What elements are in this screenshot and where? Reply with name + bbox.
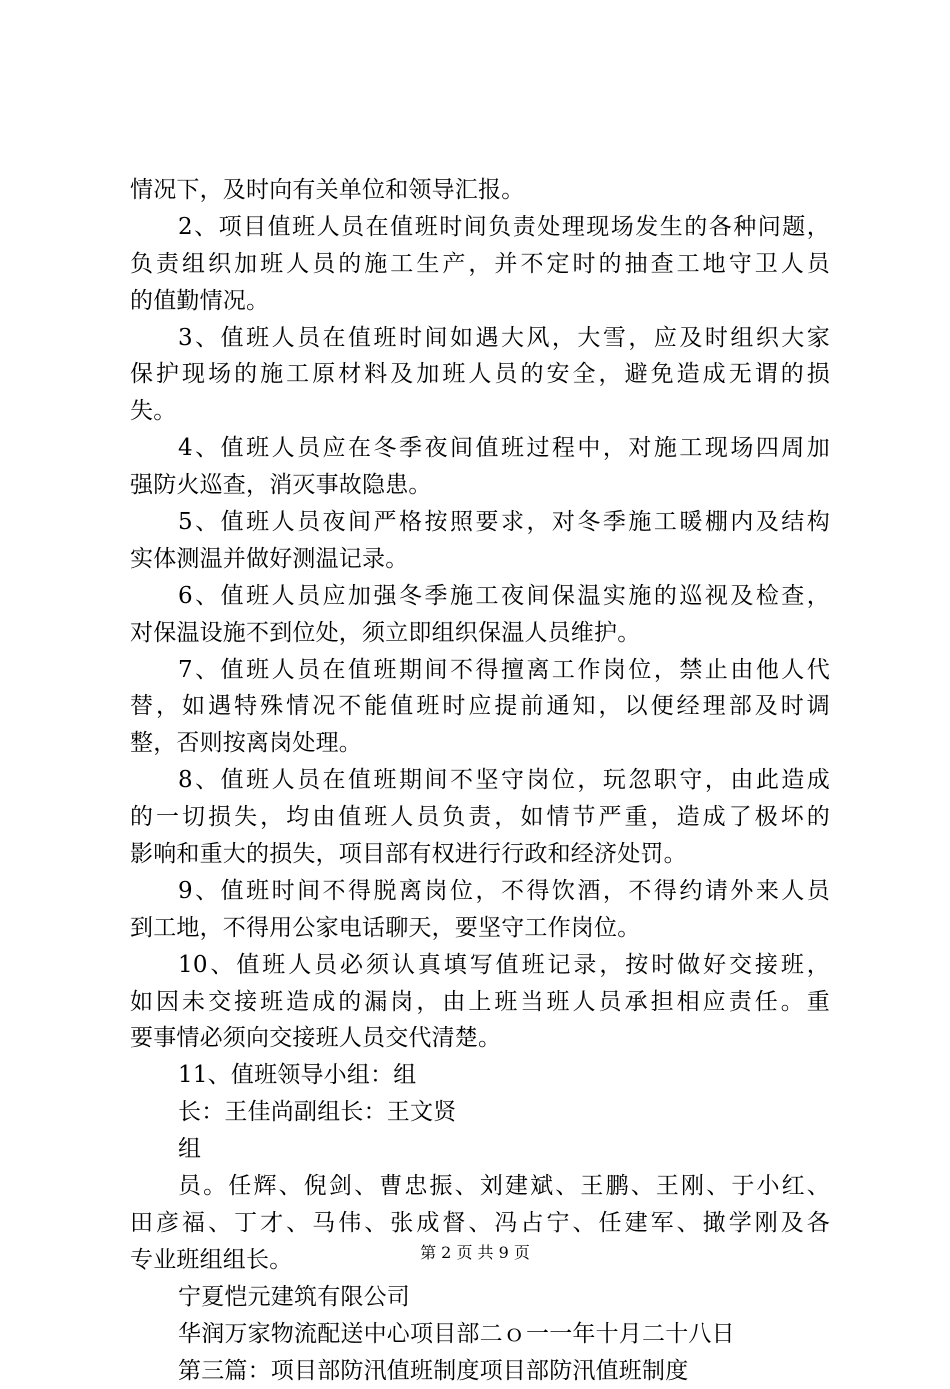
text-line: 4、值班人员应在冬季夜间值班过程中，对施工现场四周加 — [130, 430, 830, 467]
text-line: 对保温设施不到位处，须立即组织保温人员维护。 — [130, 615, 830, 652]
text-line: 长：王佳尚副组长：王文贤 — [130, 1094, 830, 1131]
text-line: 3、值班人员在值班时间如遇大风，大雪，应及时组织大家 — [130, 320, 830, 357]
text-line: 11、值班领导小组：组 — [130, 1057, 830, 1094]
text-line: 组 — [130, 1131, 830, 1168]
text-line: 5、值班人员夜间严格按照要求，对冬季施工暖棚内及结构 — [130, 504, 830, 541]
text-line: 员。任辉、倪剑、曹忠振、刘建斌、王鹏、王刚、于小红、 — [130, 1168, 830, 1205]
text-line: 要事情必须向交接班人员交代清楚。 — [130, 1020, 830, 1057]
text-line: 田彦福、丁才、马伟、张成督、冯占宁、任建军、撖学刚及各 — [130, 1205, 830, 1242]
text-line: 华润万家物流配送中心项目部二ｏ一一年十月二十八日 — [130, 1316, 830, 1353]
text-line: 专业班组组长。 — [130, 1242, 830, 1279]
document-body — [130, 172, 830, 1389]
text-line: 到工地，不得用公家电话聊天，要坚守工作岗位。 — [130, 910, 830, 947]
text-line: 影响和重大的损失，项目部有权进行行政和经济处罚。 — [130, 836, 830, 873]
text-line: 9、值班时间不得脱离岗位，不得饮酒，不得约请外来人员 — [130, 873, 830, 910]
text-line: 负责组织加班人员的施工生产，并不定时的抽查工地守卫人员 — [130, 246, 830, 283]
text-line: 如因未交接班造成的漏岗，由上班当班人员承担相应责任。重 — [130, 984, 830, 1021]
text-line: 实体测温并做好测温记录。 — [130, 541, 830, 578]
text-line: 替，如遇特殊情况不能值班时应提前通知，以便经理部及时调 — [130, 688, 830, 725]
text-line: 的一切损失，均由值班人员负责，如情节严重，造成了极坏的 — [130, 799, 830, 836]
text-line: 失。 — [130, 393, 830, 430]
text-line: 整，否则按离岗处理。 — [130, 725, 830, 762]
text-line: 6、值班人员应加强冬季施工夜间保温实施的巡视及检查， — [130, 578, 830, 615]
text-line: 第三篇：项目部防汛值班制度项目部防汛值班制度 — [130, 1353, 830, 1389]
text-line: 10、值班人员必须认真填写值班记录，按时做好交接班， — [130, 947, 830, 984]
text-line: 强防火巡查，消灭事故隐患。 — [130, 467, 830, 504]
page-number-footer: 第 2 页 共 9 页 — [0, 1240, 950, 1263]
text-line: 7、值班人员在值班期间不得擅离工作岗位，禁止由他人代 — [130, 652, 830, 689]
text-line: 情况下，及时向有关单位和领导汇报。 — [130, 172, 830, 209]
text-line: 的值勤情况。 — [130, 283, 830, 320]
text-line: 8、值班人员在值班期间不坚守岗位，玩忽职守，由此造成 — [130, 762, 830, 799]
text-line: 宁夏恺元建筑有限公司 — [130, 1279, 830, 1316]
text-line: 保护现场的施工原材料及加班人员的安全，避免造成无谓的损 — [130, 356, 830, 393]
text-line: 2、项目值班人员在值班时间负责处理现场发生的各种问题， — [130, 209, 830, 246]
